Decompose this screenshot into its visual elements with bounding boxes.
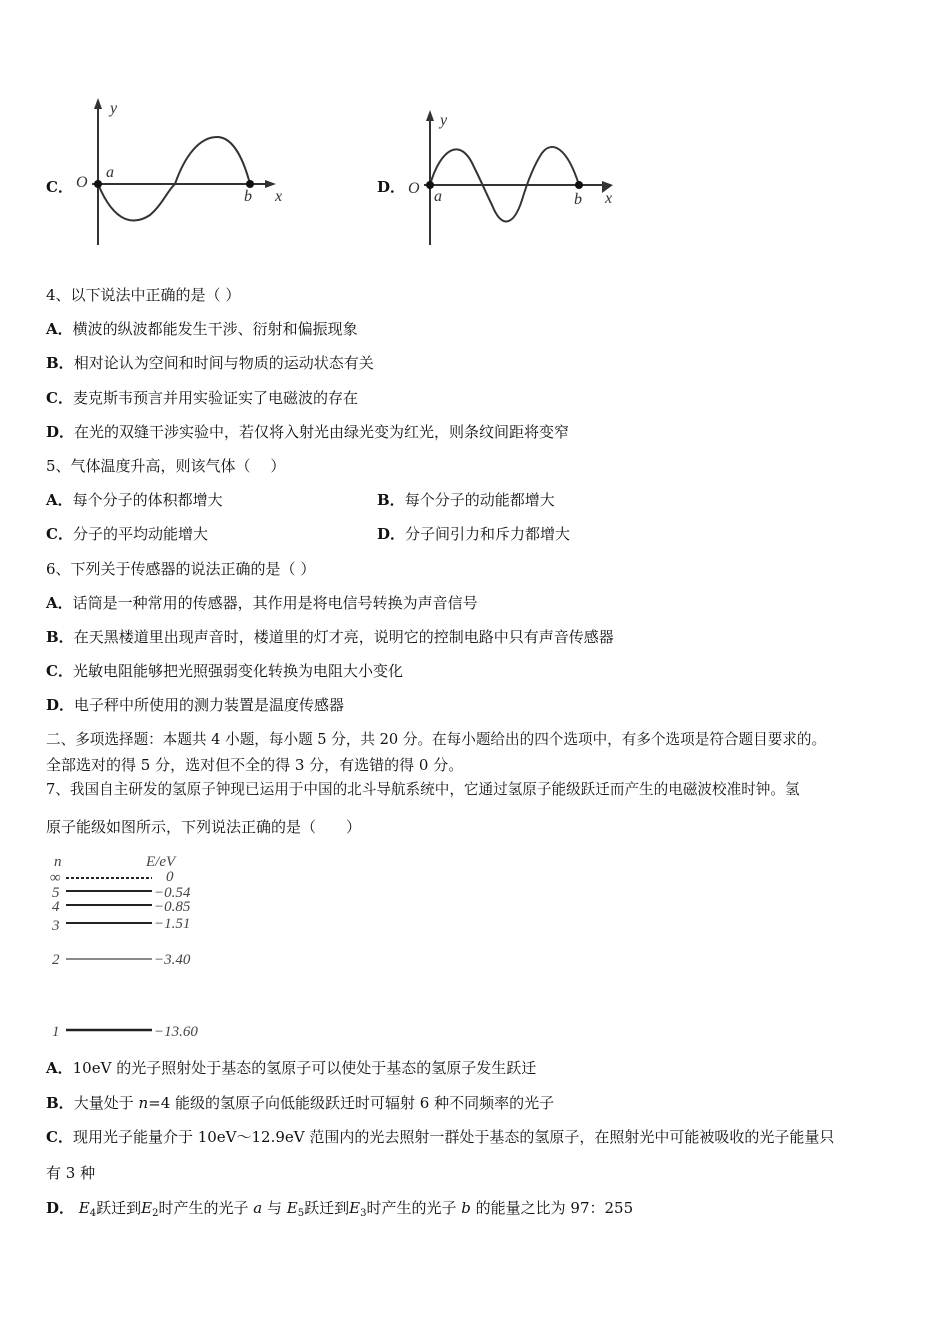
q5-stem: 5、气体温度升高，则该气体（ ） [46, 457, 286, 475]
energy-symbol: E [349, 1199, 361, 1217]
option-text: 现用光子能量介于 10eV～12.9eV 范围内的光去照射一群处于基态的氢原子，在照射光中可能被吸收的光子能量只 [72, 1128, 835, 1146]
energy-level-diagram [46, 848, 226, 1052]
option-label: A． [46, 1059, 73, 1077]
origin-label: O [408, 180, 420, 197]
level-e-inf: 0 [166, 869, 174, 885]
point-b-label: b [244, 188, 252, 205]
option-text: 横波的纵波都能发生干涉、衍射和偏振现象 [72, 320, 358, 338]
option-text: 麦克斯韦预言并用实验证实了电磁波的存在 [72, 389, 358, 407]
level-e-4: −0.85 [154, 899, 191, 915]
level-e-1: −13.60 [154, 1024, 198, 1040]
option-text: 每个分子的体积都增大 [72, 491, 223, 509]
option-text: 在光的双缝干涉实验中，若仅将入射光由绿光变为红光，则条纹间距将变窄 [74, 423, 570, 441]
level-e-5: −0.54 [154, 885, 191, 901]
n-header: n [54, 854, 62, 870]
axis-y-label: y [440, 112, 448, 129]
q4-stem: 4、以下说法中正确的是（ ） [46, 286, 241, 304]
option-text: 分子的平均动能增大 [72, 525, 208, 543]
subscript: 3 [360, 1208, 367, 1219]
option-label: A． [46, 320, 73, 338]
option-text: 每个分子的动能都增大 [404, 491, 555, 509]
option-text: =4 能级的氢原子向低能级跃迁时可辐射 6 种不同频率的光子 [148, 1094, 555, 1112]
graph-d [402, 105, 632, 254]
q4-option-c [46, 388, 358, 408]
origin-label: O [76, 174, 88, 191]
option-label: D． [46, 696, 75, 714]
q6-option-c [46, 661, 403, 681]
e-header: E/eV [146, 854, 176, 870]
option-text: 10eV 的光子照射处于基态的氢原子可以使处于基态的氢原子发生跃迁 [72, 1059, 537, 1077]
option-label: B． [46, 1094, 74, 1112]
q7-stem-line1: 7、我国自主研发的氢原子钟现已运用于中国的北斗导航系统中，它通过氢原子能级跃迁而产生的电磁波校准时钟。氢 [46, 781, 800, 798]
point-b-label: b [574, 191, 582, 208]
option-text: 分子间引力和斥力都增大 [405, 525, 571, 543]
subscript: 2 [152, 1208, 159, 1219]
option-label: B． [46, 628, 74, 646]
q4-option-d [46, 422, 569, 442]
option-text: 跃迁到 [304, 1199, 350, 1217]
q5-option-b [377, 490, 555, 510]
subscript: 4 [89, 1208, 97, 1219]
option-label: C． [46, 1128, 73, 1146]
x-axis-arrow [265, 180, 276, 188]
q7-option-c-line1 [46, 1127, 834, 1147]
level-n-5: 5 [52, 885, 60, 901]
option-label: D． [46, 423, 75, 441]
variable-n: n [138, 1094, 149, 1112]
level-e-3: −1.51 [154, 916, 191, 932]
option-text: 电子秤中所使用的测力装置是温度传感器 [74, 696, 345, 714]
point-b-dot [575, 181, 583, 189]
graph-c-label: C． [46, 178, 73, 196]
level-e-2: −3.40 [154, 952, 191, 968]
y-axis-arrow [426, 110, 434, 121]
point-b-dot [246, 180, 254, 188]
photon-a: a [253, 1199, 263, 1217]
axis-y-label: y [110, 100, 118, 117]
q5-option-a [46, 490, 223, 510]
point-a-label: a [434, 188, 442, 205]
point-a-dot [94, 180, 102, 188]
q6-stem: 6、下列关于传感器的说法正确的是（ ） [46, 560, 316, 578]
option-label: D． [377, 525, 406, 543]
option-text: 相对论认为空间和时间与物质的运动状态有关 [73, 354, 374, 372]
q6-option-b [46, 627, 614, 647]
option-text: 大量处于 [73, 1094, 139, 1112]
option-text: 在天黑楼道里出现声音时，楼道里的灯才亮，说明它的控制电路中只有声音传感器 [73, 628, 614, 646]
option-label: A． [46, 594, 73, 612]
section2-heading-line1: 二、多项选择题：本题共 4 小题，每小题 5 分，共 20 分。在每小题给出的四个选项中，有多个选项是符合题目要求的。 [46, 731, 827, 748]
option-text: 跃迁到 [96, 1199, 142, 1217]
option-text: 的能量之比为 97：255 [475, 1199, 634, 1217]
point-a-label: a [106, 164, 114, 181]
level-n-3: 3 [52, 918, 60, 934]
option-text: 时产生的光子 [158, 1199, 249, 1217]
axis-x-label: x [605, 190, 613, 207]
option-label: C． [46, 389, 73, 407]
energy-symbol: E [286, 1199, 298, 1217]
q6-option-a [46, 593, 478, 613]
q4-option-b [46, 353, 374, 373]
q7-stem-line2: 原子能级如图所示，下列说法正确的是（ ） [46, 818, 362, 836]
y-axis-arrow [94, 98, 102, 109]
q7-option-d [46, 1198, 633, 1218]
level-n-inf: ∞ [50, 870, 61, 886]
q5-option-d [377, 524, 570, 544]
q7-option-c-line2: 有 3 种 [46, 1164, 96, 1182]
q7-option-a [46, 1058, 536, 1078]
option-label: C． [46, 525, 73, 543]
subscript: 5 [297, 1208, 305, 1219]
option-text: 话筒是一种常用的传感器，其作用是将电信号转换为声音信号 [72, 594, 478, 612]
q6-option-d [46, 695, 344, 715]
option-text: 与 [267, 1199, 283, 1217]
option-label: D． [46, 1199, 75, 1217]
energy-symbol: E [78, 1199, 90, 1217]
sine-curve [98, 137, 250, 221]
option-label: C． [46, 662, 73, 680]
axis-x-label: x [275, 188, 283, 205]
option-label: A． [46, 491, 73, 509]
q4-option-a [46, 319, 358, 339]
q5-option-c [46, 524, 208, 544]
photon-b: b [461, 1199, 471, 1217]
section2-heading-line2: 全部选对的得 5 分，选对但不全的得 3 分，有选错的得 0 分。 [46, 756, 464, 774]
level-n-1: 1 [52, 1024, 60, 1040]
graph-c [70, 95, 300, 254]
option-text: 光敏电阻能够把光照强弱变化转换为电阻大小变化 [72, 662, 403, 680]
level-n-4: 4 [52, 899, 60, 915]
graph-d-label: D． [377, 178, 406, 196]
option-label: B． [46, 354, 74, 372]
q7-option-b [46, 1093, 554, 1113]
option-text: 时产生的光子 [366, 1199, 457, 1217]
energy-symbol: E [141, 1199, 153, 1217]
level-n-2: 2 [52, 952, 60, 968]
option-label: B． [377, 491, 405, 509]
point-a-dot [426, 181, 434, 189]
